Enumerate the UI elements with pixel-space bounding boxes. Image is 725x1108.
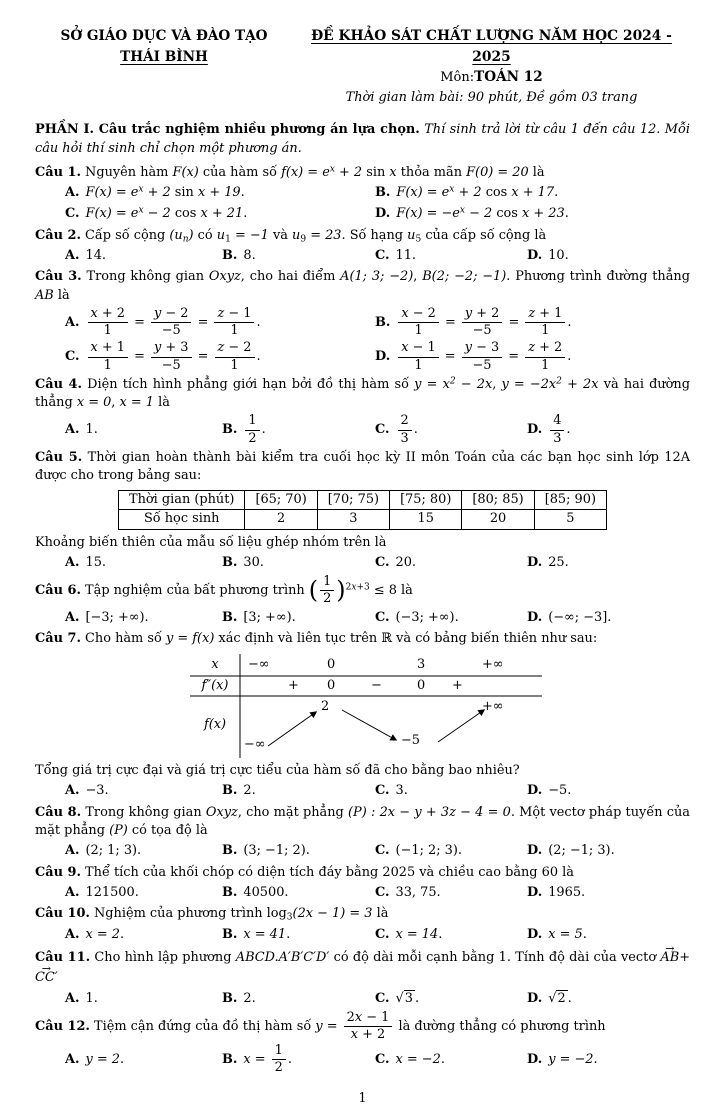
option-text: $\frac{x - 1}{1}$ = $\frac{y - 3}{-5}$ = $\frac{z + 2}{1}$ . (396, 341, 571, 372)
question-label: Câu 2. (35, 227, 81, 243)
question-9-options (35, 884, 690, 902)
subject-name: TOÁN 12 (474, 69, 543, 86)
option-key: D. (527, 843, 543, 859)
question-3 (35, 268, 690, 372)
option-key: B. (375, 314, 391, 330)
question-2-options (35, 247, 690, 265)
question-7-followup: Tổng giá trị cực đại và giá trị cực tiểu của hàm số đã cho bằng bao nhiêu? (35, 763, 520, 779)
option-key: C. (375, 248, 390, 264)
option-b (222, 990, 375, 1008)
option-text: 14. (85, 248, 107, 264)
question-8-options (35, 842, 690, 860)
option-text: $\frac{2}{3}$ . (396, 414, 418, 445)
bbt-x-value: 0 (327, 657, 336, 673)
option-key: D. (527, 421, 543, 437)
bbt-sign: − (371, 678, 382, 694)
option-key: C. (375, 554, 390, 570)
option-text: 25. (548, 554, 569, 570)
bbt-x-value: +∞ (482, 657, 504, 673)
question-5-text (35, 449, 690, 486)
question-9 (35, 864, 690, 903)
option-text: [−3; +∞). (85, 609, 149, 625)
question-12-text (35, 1011, 690, 1042)
option-d (375, 341, 690, 372)
question-12 (35, 1011, 690, 1076)
table-row (119, 510, 607, 529)
bbt-f-end: +∞ (482, 699, 504, 715)
question-statement: Thời gian hoàn thành bài kiểm tra cuối học kỳ II môn Toán của các bạn học sinh lớp 12A được cho trong bảng sau: (35, 449, 691, 484)
bbt-x-value: −∞ (248, 657, 270, 673)
bbt-sign: 0 (327, 678, 336, 694)
table-cell: [65; 70) (245, 491, 317, 510)
option-key: A. (65, 185, 80, 201)
question-3-options (35, 307, 690, 373)
frequency-table (118, 490, 607, 529)
option-text: x = $\frac{1}{2}$ . (243, 1043, 292, 1076)
question-1 (35, 164, 690, 224)
option-b (375, 184, 690, 202)
option-key: D. (527, 990, 543, 1006)
question-4-options (35, 414, 690, 445)
question-label: Câu 4. (35, 376, 82, 392)
option-text: 1. (85, 421, 98, 437)
question-statement: Nguyên hàm F(x) của hàm số $f(x) = e^x + 2$ sin x thỏa mãn F(0) = 20 là (85, 164, 545, 180)
option-text: 30. (243, 554, 264, 570)
option-c (375, 609, 527, 627)
question-statement: Cho hình lập phương ABCD.A′B′C′D′ có độ dài mỗi cạnh bằng 1. Tính độ dài của vectơ → AB+→ CC′ (35, 950, 690, 985)
option-key: D. (527, 248, 543, 264)
option-a (65, 884, 222, 902)
option-d (527, 554, 690, 572)
question-9-text (35, 864, 690, 882)
option-key: D. (375, 206, 391, 222)
option-text: −3. (85, 783, 109, 799)
option-key: A. (65, 926, 80, 942)
option-key: B. (222, 554, 238, 570)
bbt-sign: 0 (417, 678, 426, 694)
option-key: C. (375, 885, 390, 901)
question-statement: Trong không gian Oxyz, cho mặt phẳng (P) : 2x − y + 3z − 4 = 0. Một vectơ pháp tuyến của mặt phẳng (P) có tọa độ là (35, 804, 690, 839)
question-3-text (35, 268, 690, 305)
option-text: $\frac{x - 2}{1}$ = $\frac{y + 2}{-5}$ = $\frac{z + 1}{1}$ . (396, 307, 571, 338)
option-text: x = 41. (243, 926, 291, 942)
option-text: 121500. (85, 885, 139, 901)
exam-header (35, 26, 690, 107)
option-text: 3. (395, 783, 408, 799)
option-a (65, 554, 222, 572)
table-cell: Số học sinh (119, 510, 245, 529)
table-cell: [70; 75) (317, 491, 389, 510)
option-c (375, 990, 527, 1008)
option-a (65, 926, 222, 944)
option-b (222, 247, 375, 265)
question-statement: Cấp số cộng $(u_n)$ có $u_1 = -1$ và $u_9 = 23$. Số hạng $u_5$ của cấp số cộng là (85, 227, 547, 245)
option-a (65, 184, 375, 202)
question-7-text (35, 630, 690, 648)
option-text: 10. (548, 248, 569, 264)
option-key: B. (222, 783, 238, 799)
option-c (65, 341, 375, 372)
question-statement: Tập nghiệm của bất phương trình ( $\frac{1}{2}$ )$^{2x+3}$ ≤ 8 là (85, 574, 413, 607)
question-statement: Nghiệm của phương trình $\log_3(2x - 1) = 3$ là (94, 906, 389, 923)
question-label: Câu 8. (35, 804, 82, 820)
option-text: $\frac{1}{2}$ . (243, 414, 265, 445)
option-key: A. (65, 1051, 80, 1067)
option-text: $F(x) = e^x + 2$ cos x + 17. (396, 184, 559, 201)
option-text: 11. (395, 248, 417, 264)
table-cell: 20 (462, 510, 534, 529)
variation-table (190, 654, 542, 758)
option-c (65, 205, 375, 223)
option-d (527, 782, 690, 800)
option-b (222, 414, 375, 445)
option-key: B. (375, 185, 391, 201)
option-a (65, 782, 222, 800)
option-key: C. (375, 990, 390, 1006)
option-c (375, 247, 527, 265)
option-c (375, 884, 527, 902)
option-c (375, 926, 527, 944)
question-8 (35, 804, 690, 861)
question-4-text (35, 376, 690, 413)
question-statement: Trong không gian Oxyz, cho hai điểm A(1; 3; −2), B(2; −2; −1). Phương trình đường thẳng AB là (35, 269, 690, 303)
option-d (527, 842, 690, 860)
option-text: 1965. (548, 885, 586, 901)
option-key: B. (222, 609, 238, 625)
option-b (222, 1044, 375, 1075)
option-text: 33, 75. (395, 885, 441, 901)
option-key: C. (375, 843, 390, 859)
question-7-options (35, 782, 690, 800)
question-label: Câu 9. (35, 864, 81, 880)
question-label: Câu 5. (35, 449, 83, 465)
bbt-x-label: x (211, 657, 219, 673)
option-d (527, 247, 690, 265)
option-key: B. (222, 1051, 238, 1067)
question-2 (35, 227, 690, 266)
option-text: 15. (85, 554, 107, 570)
bbt-sign: + (288, 678, 299, 694)
option-key: A. (65, 554, 80, 570)
option-text: [3; +∞). (243, 609, 296, 625)
option-a (65, 842, 222, 860)
option-key: D. (527, 1051, 543, 1067)
table-cell: 3 (317, 510, 389, 529)
part1-title: PHẦN I. Câu trắc nghiệm nhiều phương án lựa chọn. (35, 122, 420, 138)
option-text: 2. (243, 990, 256, 1006)
option-key: A. (65, 248, 80, 264)
issuer-line1: SỞ GIÁO DỤC VÀ ĐÀO TẠO (60, 28, 268, 44)
table-cell: [85; 90) (534, 491, 606, 510)
option-text: $\frac{x + 1}{1}$ = $\frac{y + 3}{-5}$ = $\frac{z - 2}{1}$ . (86, 341, 261, 372)
table-cell: Thời gian (phút) (119, 491, 245, 510)
option-b (222, 782, 375, 800)
question-1-text (35, 164, 690, 182)
option-key: C. (65, 206, 80, 222)
option-a (65, 609, 222, 627)
option-text: 2. (243, 783, 256, 799)
option-a (65, 414, 222, 445)
option-key: C. (375, 609, 390, 625)
page-number: 1 (358, 1090, 367, 1106)
option-key: C. (375, 1051, 390, 1067)
option-key: A. (65, 609, 80, 625)
option-key: D. (527, 885, 543, 901)
question-8-text (35, 804, 690, 841)
option-key: D. (527, 554, 543, 570)
option-text: x = 14. (395, 926, 443, 942)
bbt-f-min: −5 (401, 733, 421, 749)
question-2-text (35, 227, 690, 245)
part1-instruction: Thí sinh trả lời từ câu 1 đến câu 12. Mỗi câu hỏi thí sinh chỉ chọn một phương án. (35, 122, 690, 156)
question-label: Câu 1. (35, 164, 81, 180)
option-text: $F(x) = e^x + 2$ sin x + 19. (85, 184, 245, 201)
option-key: A. (65, 314, 80, 330)
option-text: (−∞; −3]. (548, 609, 612, 625)
option-text: √2 . (548, 990, 572, 1006)
option-c (375, 1044, 527, 1075)
bbt-f-max: 2 (321, 699, 330, 715)
table-cell: [80; 85) (462, 491, 534, 510)
option-a (65, 307, 375, 338)
option-text: (−3; +∞). (395, 609, 459, 625)
option-text: x = −2. (395, 1051, 445, 1067)
option-c (375, 414, 527, 445)
option-key: C. (375, 926, 390, 942)
option-text: (−1; 2; 3). (395, 843, 462, 859)
option-key: C. (375, 783, 390, 799)
question-10-options (35, 926, 690, 944)
exam-title-block (293, 26, 690, 107)
table-cell: 2 (245, 510, 317, 529)
question-10-text (35, 905, 690, 923)
question-5 (35, 449, 690, 572)
question-10 (35, 905, 690, 944)
option-d (527, 1044, 690, 1075)
option-text: x = 5. (548, 926, 587, 942)
question-12-options (35, 1044, 690, 1075)
option-text: (3; −1; 2). (243, 843, 310, 859)
option-key: B. (222, 421, 238, 437)
bbt-sign: + (452, 678, 463, 694)
bbt-derivative-label: f″(x) (201, 678, 229, 694)
option-key: D. (527, 926, 543, 942)
option-d (375, 205, 690, 223)
table-row (119, 491, 607, 510)
bbt-x-value: 3 (417, 657, 426, 673)
question-11-text (35, 947, 690, 988)
question-label: Câu 7. (35, 630, 81, 646)
option-text: y = 2. (85, 1051, 125, 1067)
option-text: −5. (548, 783, 572, 799)
option-key: A. (65, 990, 80, 1006)
question-5-followup: Khoảng biến thiên của mẫu số liệu ghép nhóm trên là (35, 534, 387, 550)
question-label: Câu 11. (35, 949, 91, 965)
question-4 (35, 376, 690, 446)
option-c (375, 554, 527, 572)
question-label: Câu 6. (35, 583, 81, 599)
option-key: B. (222, 843, 238, 859)
option-key: C. (65, 348, 80, 364)
option-text: 1. (85, 990, 98, 1006)
part1-heading (35, 121, 690, 158)
issuer-block (35, 26, 293, 107)
option-key: A. (65, 421, 80, 437)
table-cell: [75; 80) (390, 491, 462, 510)
option-a (65, 1044, 222, 1075)
option-b (222, 884, 375, 902)
option-b (222, 926, 375, 944)
exam-title: ĐỀ KHẢO SÁT CHẤT LƯỢNG NĂM HỌC 2024 - 2025 (311, 28, 672, 65)
option-b (222, 554, 375, 572)
option-key: B. (222, 990, 238, 1006)
option-key: C. (375, 421, 390, 437)
question-label: Câu 12. (35, 1019, 90, 1035)
option-key: D. (375, 348, 391, 364)
option-a (65, 247, 222, 265)
question-7 (35, 630, 690, 801)
option-key: D. (527, 609, 543, 625)
option-text: $F(x) = -e^x - 2$ cos x + 23. (396, 205, 569, 222)
option-text: $\frac{4}{3}$ . (548, 414, 570, 445)
option-d (527, 884, 690, 902)
option-text: (2; −1; 3). (548, 843, 615, 859)
option-c (375, 782, 527, 800)
option-text: (2; 1; 3). (85, 843, 142, 859)
option-text: $F(x) = e^x - 2$ cos x + 21. (85, 205, 248, 222)
duration-note: Thời gian làm bài: 90 phút, Đề gồm 03 trang (345, 89, 638, 105)
option-text: $\frac{x + 2}{1}$ = $\frac{y - 2}{-5}$ = $\frac{z - 1}{1}$ . (86, 307, 261, 338)
subject-label: Môn: (440, 70, 475, 86)
question-6-options (35, 609, 690, 627)
option-text: 8. (243, 248, 256, 264)
question-statement: Cho hàm số y = f(x) xác định và liên tục trên ℝ và có bảng biến thiên như sau: (85, 630, 598, 646)
option-a (65, 990, 222, 1008)
option-key: A. (65, 885, 80, 901)
table-cell: 5 (534, 510, 606, 529)
table-cell: 15 (390, 510, 462, 529)
option-key: A. (65, 843, 80, 859)
option-text: 40500. (243, 885, 289, 901)
question-statement: Diện tích hình phẳng giới hạn bởi đồ thị hàm số $y = x^2 - 2x$, $y = -2x^2 + 2x$ và hai đường thẳng x = 0, x = 1 là (35, 376, 690, 411)
question-1-options (35, 184, 690, 224)
question-statement: Tiệm cận đứng của đồ thị hàm số y = $\frac{2x - 1}{x + 2}$ là đường thẳng có phương trình (94, 1009, 606, 1043)
option-text: x = 2. (85, 926, 125, 942)
question-label: Câu 3. (35, 269, 82, 285)
option-d (527, 609, 690, 627)
question-statement: Thể tích của khối chóp có diện tích đáy bằng 2025 và chiều cao bằng 60 là (85, 864, 574, 880)
option-key: D. (527, 783, 543, 799)
subject-line (293, 67, 690, 88)
question-6-text (35, 575, 690, 606)
question-6 (35, 575, 690, 627)
option-text: y = −2. (548, 1051, 598, 1067)
option-key: A. (65, 783, 80, 799)
option-text: 20. (395, 554, 417, 570)
option-b (222, 609, 375, 627)
question-11 (35, 947, 690, 1008)
question-label: Câu 10. (35, 906, 90, 922)
option-text: √3 . (395, 990, 420, 1006)
option-d (527, 414, 690, 445)
question-11-options (35, 990, 690, 1008)
question-5-options (35, 554, 690, 572)
option-b (222, 842, 375, 860)
bbt-f-label: f(x) (203, 717, 227, 733)
option-b (375, 307, 690, 338)
option-key: B. (222, 885, 238, 901)
option-d (527, 990, 690, 1008)
option-key: B. (222, 248, 238, 264)
option-c (375, 842, 527, 860)
issuer-line2: THÁI BÌNH (120, 49, 208, 66)
option-key: B. (222, 926, 238, 942)
bbt-f-start: −∞ (244, 737, 266, 753)
